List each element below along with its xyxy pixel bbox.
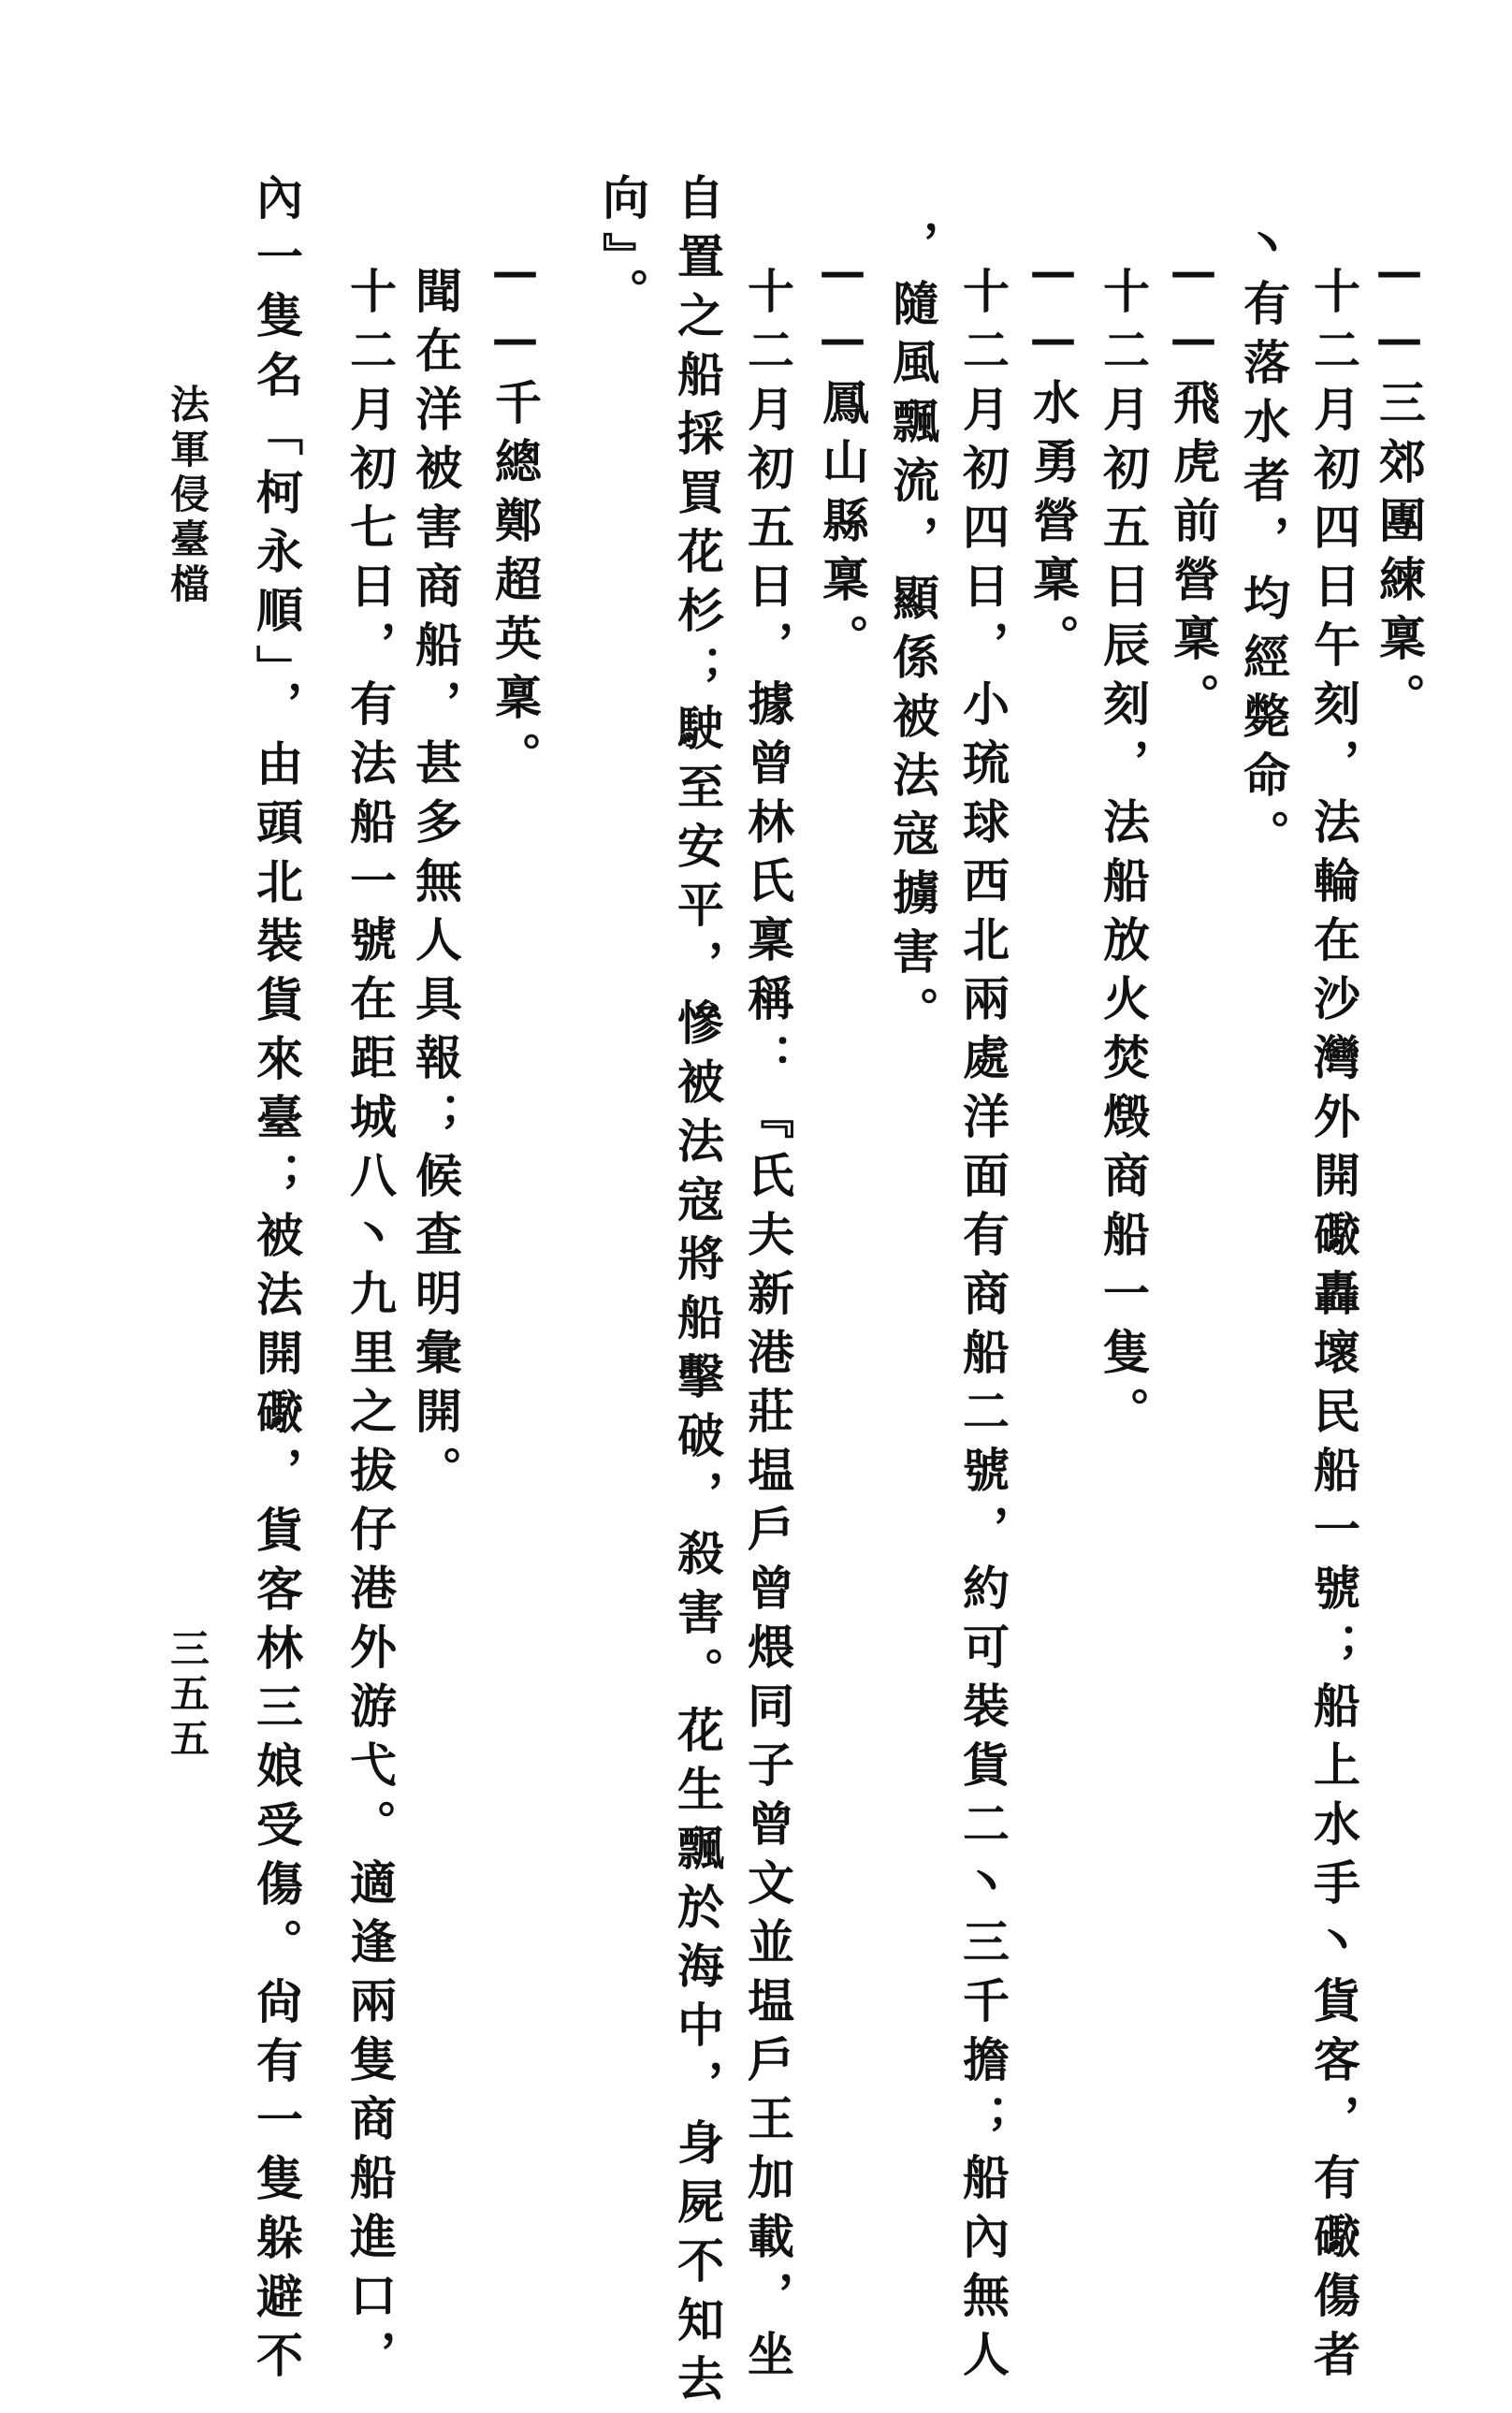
text-column-5: 十二月初五日辰刻，法船放火焚燬商船一隻。 (1096, 267, 1151, 1446)
text-column-1: ——三郊團練稟。 (1372, 243, 1427, 732)
text-column-12: 向』。 (595, 173, 650, 327)
text-column-4: ——飛虎前營稟。 (1166, 243, 1221, 732)
text-column-14: 聞在洋被害商船，甚多無人具報；候查明彙開。 (408, 267, 463, 1504)
text-column-9: ——鳳山縣稟。 (815, 243, 870, 673)
text-column-11: 自置之船採買花杉；駛至安平，慘被法寇將船擊破，殺害。花生飄於海中，身屍不知去 (670, 173, 725, 2413)
text-column-6: ——水勇營稟。 (1025, 243, 1081, 673)
text-column-13: ——千總鄭超英稟。 (487, 243, 543, 791)
text-column-3: 丶有落水者，均經斃命。 (1236, 220, 1291, 868)
text-column-16: 內一隻名「柯永順」，由頭北裝貨來臺；被法開礮，貨客林三娘受傷。尙有一隻躲避不 (249, 173, 304, 2390)
text-column-10: 十二月初五日，據曾林氏稟稱：『氏夫新港莊塭戶曾煨同子曾文並塭戶王加載，坐 (740, 267, 795, 2389)
text-column-7: 十二月初四日，小琉球西北兩處洋面有商船二號，約可裝貨二丶三千擔；船內無人 (955, 267, 1010, 2389)
running-title: 法軍侵臺檔 (165, 384, 211, 608)
text-column-8: ，隨風飄流，顯係被法寇擄害。 (885, 220, 940, 1045)
text-column-15: 十二月初七日，有法船一號在距城八丶九里之拔仔港外游弋。適逢兩隻商船進口， (342, 267, 398, 2389)
page-number: 三五五 (165, 1628, 211, 1763)
text-column-2: 十二月初四日午刻，法輪在沙灣外開礮轟壞民船一號；船上水手丶貨客，有礮傷者 (1306, 267, 1361, 2389)
